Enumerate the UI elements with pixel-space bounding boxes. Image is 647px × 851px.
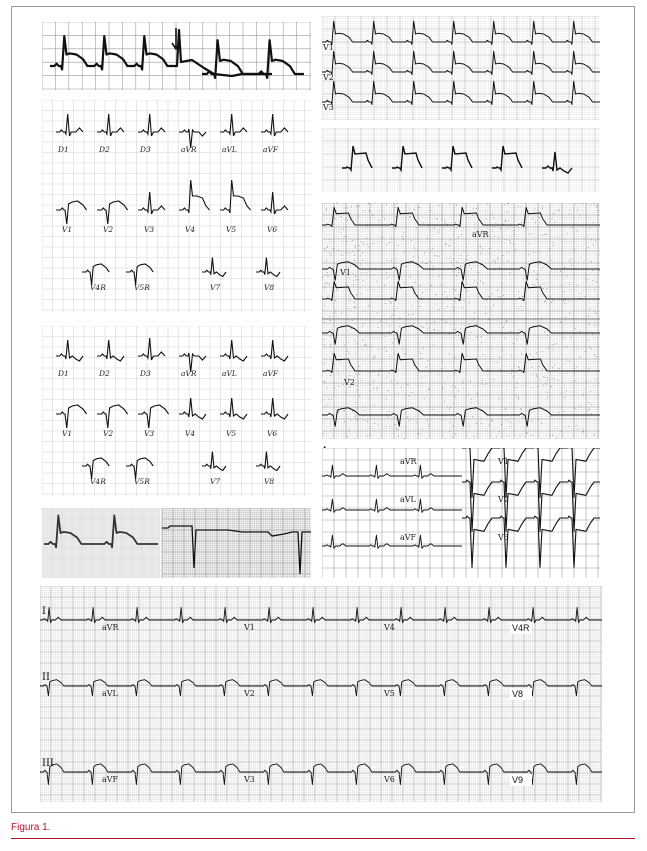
lead-label: aVF	[102, 775, 119, 784]
lead-label: D3	[140, 145, 151, 154]
lead-label: V4	[185, 429, 196, 438]
lead-label: aVR	[181, 369, 197, 378]
lead-label: V1	[62, 429, 73, 438]
panel-c-grid	[42, 326, 311, 496]
caption-rule	[11, 838, 635, 839]
panel-e-ecg	[40, 586, 602, 802]
lead-label: aVL	[102, 689, 118, 698]
lead-box	[510, 622, 532, 634]
lead-label: D1	[58, 145, 69, 154]
lead-label: V4R	[512, 623, 530, 633]
lead-label: V2	[323, 73, 334, 82]
panel-i-ecg	[322, 448, 600, 578]
panel-d-grid-right	[162, 508, 311, 578]
lead-label: II	[42, 672, 50, 683]
panel-e-12-lead	[40, 586, 602, 802]
lead-label: V1	[498, 457, 509, 466]
lead-label: V2	[344, 378, 355, 387]
figure-caption: Figura 1.	[11, 822, 51, 833]
panel-a-ecg	[42, 22, 311, 90]
panel-g-grid	[322, 128, 600, 192]
lead-label: V7	[210, 283, 221, 292]
lead-label: aVF	[400, 533, 417, 542]
lead-label: V5	[226, 429, 237, 438]
lead-label: V3	[144, 225, 155, 234]
lead-box	[510, 774, 532, 786]
lead-label: D3	[140, 369, 151, 378]
panel-c-leads	[42, 326, 311, 496]
panel-b-ecg	[42, 100, 311, 312]
panel-f-ecg	[322, 16, 600, 120]
lead-label: V7	[210, 477, 221, 486]
panel-f-grid	[322, 16, 600, 120]
lead-label: aVL	[400, 495, 416, 504]
lead-label: V3	[498, 533, 509, 542]
lead-label: aVL	[222, 145, 237, 154]
lead-label: D1	[58, 369, 69, 378]
lead-label: V2	[498, 495, 509, 504]
lead-label: V6	[384, 775, 395, 784]
lead-label: D2	[99, 369, 110, 378]
lead-label: V6	[267, 225, 278, 234]
panel-g-strip	[322, 128, 600, 192]
panel-h-grid	[322, 203, 600, 439]
lead-label: V2	[103, 225, 114, 234]
lead-label: III	[42, 758, 54, 769]
lead-label: V4R	[90, 477, 106, 486]
lead-label: V6	[267, 429, 278, 438]
panel-b-leads	[42, 100, 311, 312]
panel-g-ecg	[322, 128, 600, 192]
panel-f-strips	[322, 16, 600, 120]
lead-label: aVR	[472, 230, 489, 239]
lead-label: D2	[99, 145, 110, 154]
lead-label: V4	[185, 225, 196, 234]
lead-label: V3	[323, 103, 334, 112]
panel-i-strips	[322, 448, 600, 578]
lead-label: V2	[244, 689, 255, 698]
panel-d-strips	[42, 508, 311, 578]
lead-label: I	[42, 606, 46, 617]
lead-label: V5R	[134, 477, 150, 486]
lead-label: V2	[103, 429, 114, 438]
lead-label: V8	[512, 689, 524, 699]
lead-label: V5R	[134, 283, 150, 292]
lead-label: aVR	[102, 623, 119, 632]
lead-label: aVL	[222, 369, 237, 378]
lead-label: V5	[226, 225, 237, 234]
lead-label: V3	[244, 775, 255, 784]
lead-label: V1	[62, 225, 73, 234]
lead-label: V8	[264, 477, 275, 486]
lead-label: aVR	[181, 145, 197, 154]
panel-h-strips	[322, 203, 600, 439]
lead-label: aVF	[263, 145, 279, 154]
lead-label: aVR	[400, 457, 417, 466]
lead-label: V9	[512, 775, 524, 785]
lead-label: V1	[244, 623, 255, 632]
panel-a-strip	[42, 22, 311, 90]
panel-c-ecg	[42, 326, 311, 496]
lead-label: V3	[144, 429, 155, 438]
lead-label: V1	[323, 43, 334, 52]
lead-box	[510, 688, 532, 700]
lead-label: V4	[384, 623, 395, 632]
lead-label: V1	[340, 268, 351, 277]
lead-label: V8	[264, 283, 275, 292]
lead-label: aVF	[263, 369, 279, 378]
lead-label: V4R	[90, 283, 106, 292]
panel-d-grid-left	[42, 508, 160, 578]
panel-d-ecg	[42, 508, 311, 578]
lead-label: V5	[384, 689, 395, 698]
panel-i-grid	[322, 448, 600, 578]
panel-h-ecg	[322, 203, 600, 439]
